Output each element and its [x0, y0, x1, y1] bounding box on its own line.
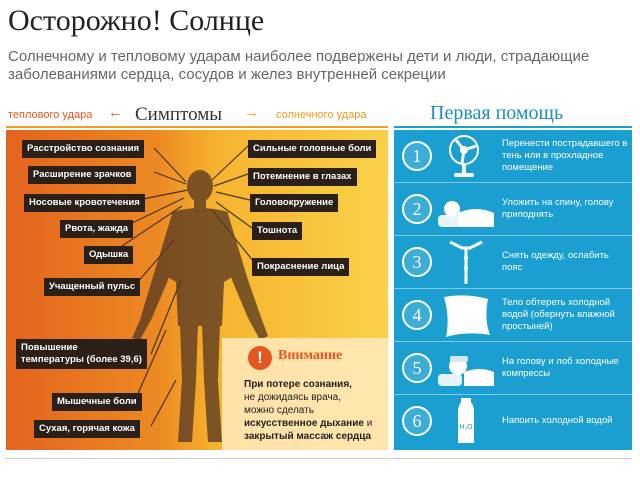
first-aid-title: Первая помощь: [430, 102, 564, 124]
warning-title: Внимание: [278, 348, 343, 363]
symptom-tag: Одышка: [84, 246, 133, 264]
symptom-tag-line: температуры (более 39,6): [21, 354, 142, 365]
warning-line: не дожидаясь врача,: [244, 392, 341, 403]
symptom-tag: Тошнота: [252, 222, 302, 240]
symptom-tag: Расширение зрачков: [28, 166, 136, 184]
step-text: Напоить холодной водой: [502, 415, 613, 426]
step-number: 1: [402, 141, 432, 171]
first-aid-step: [394, 395, 632, 448]
wet-sheet-icon: [436, 291, 496, 339]
symptoms-divider: [6, 126, 388, 128]
step-number: 3: [402, 247, 432, 277]
symptom-tag-line: Повышение: [21, 342, 78, 353]
symptom-tag: Головокружение: [250, 194, 338, 212]
fan-icon: [436, 132, 496, 180]
symptoms-title: Симптомы: [135, 104, 223, 125]
first-aid-step: [394, 183, 632, 236]
step-text: Снять одежду, ослабить пояс: [502, 250, 609, 273]
symptom-tag: Мышечные боли: [52, 393, 142, 411]
first-aid-step: [394, 130, 632, 183]
step-number: 6: [402, 406, 432, 436]
step-text: Перенести пострадавшего в тень или в прохладное помещение: [502, 138, 628, 173]
warning-box: [222, 338, 388, 450]
step-text: Уложить на спину, голову приподнять: [502, 197, 614, 220]
warning-line: При потере сознания,: [244, 379, 352, 390]
bottom-divider: [6, 458, 632, 459]
symptom-tag-fever: [16, 339, 147, 369]
sun-stroke-label: солнечного удара: [276, 109, 367, 121]
bottle-label: H₂O: [459, 424, 473, 431]
symptom-tag: Сильные головные боли: [248, 140, 376, 158]
page-subtitle: Солнечному и тепловому ударам наиболее подвержены дети и люди, страдающие заболеваниями сердца, сосудов и желез внутренней секреции: [8, 48, 590, 83]
symptom-tag: Учащенный пульс: [44, 278, 140, 296]
first-aid-step: [394, 289, 632, 342]
heat-stroke-label: теплового удара: [8, 109, 93, 121]
symptom-tag: Потемнение в глазах: [248, 168, 357, 186]
warning-text: [244, 378, 388, 443]
symptom-tag: Носовые кровотечения: [24, 194, 145, 212]
symptom-tag: Рвота, жажда: [60, 220, 133, 238]
symptom-tag: Покраснение лица: [252, 258, 349, 276]
exclamation-icon: !: [248, 346, 272, 370]
page-title: Осторожно! Солнце: [8, 4, 265, 37]
warning-and: и: [363, 418, 373, 429]
first-aid-step: [394, 342, 632, 395]
step-text: На голову и лоб холодные компрессы: [502, 356, 619, 379]
step-text: Тело обтереть холодной водой (обернуть влажной простыней): [502, 297, 615, 332]
warning-bold: искусственное дыхание: [244, 418, 364, 429]
first-aid-step: [394, 236, 632, 289]
symptom-tag: Расстройство сознания: [22, 140, 144, 158]
arrow-left-icon: ←: [108, 104, 123, 121]
step-number: 4: [402, 300, 432, 330]
water-bottle-icon: [436, 397, 496, 445]
symptoms-header: [8, 104, 386, 126]
first-aid-divider: [394, 126, 632, 128]
step-number: 5: [402, 353, 432, 383]
open-shirt-icon: [436, 238, 496, 286]
cold-compress-icon: [436, 344, 496, 392]
warning-bold: закрытый массаж сердца: [244, 431, 372, 442]
symptom-tag: Сухая, горячая кожа: [34, 420, 140, 438]
lying-person-icon: [436, 185, 496, 233]
step-number: 2: [402, 194, 432, 224]
arrow-right-icon: →: [244, 104, 259, 121]
warning-line: можно сделать: [244, 405, 314, 416]
